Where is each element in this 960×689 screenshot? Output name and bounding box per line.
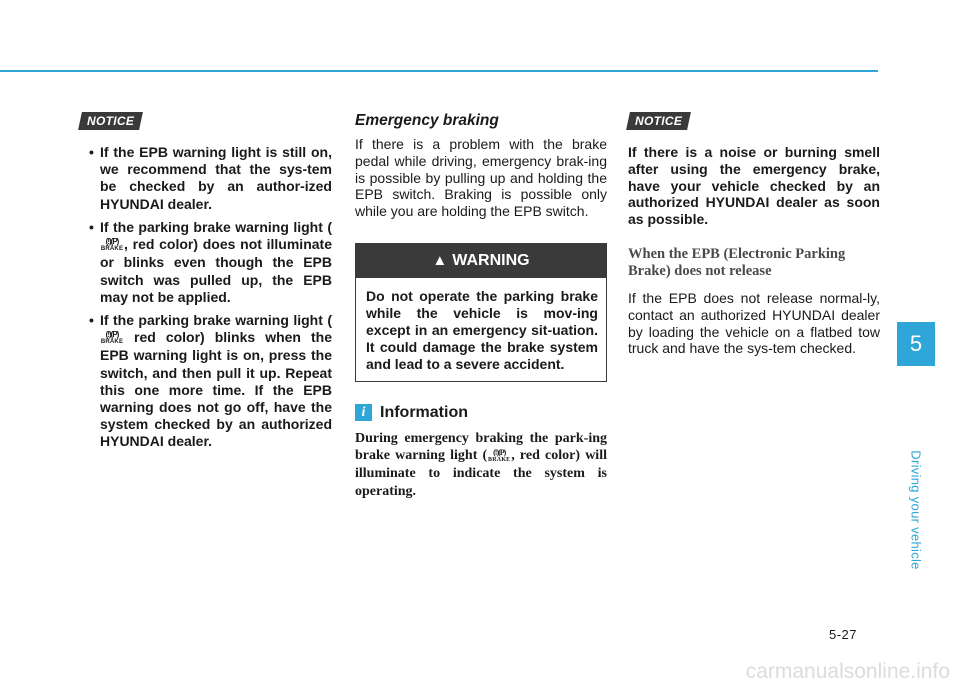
subsection-body: If the EPB does not release normal-ly, contact an authorized HYUNDAI dealer by loading the vehicle on a flatbed tow truck and have the sys-tem checked. xyxy=(628,289,880,357)
information-text: During emergency braking the park-ing brake warning light ( (!)(P) BRAKE , red color) will illuminate to indicate the system is operating. xyxy=(355,430,607,499)
section-title: Emergency braking xyxy=(355,112,499,129)
section-body: If there is a problem with the brake pedal while driving, emergency brak-ing is possible by pulling up and holding the EPB switch. Braking is possible only while you are holding the EPB switch. xyxy=(355,136,607,220)
list-item: • If the parking brake warning light ( (!)(P) BRAKE red color) blinks when the EPB warning light is on, press the switch, and then pull it up. Repeat this one more time. If the EPB warning does not go off, have the system checked by an authorized HYUNDAI dealer. xyxy=(80,312,332,451)
notice-badge: NOTICE xyxy=(78,112,143,130)
notice-list xyxy=(80,144,332,451)
parking-brake-warning-icon: (!)(P) BRAKE xyxy=(100,330,124,346)
info-icon: i xyxy=(355,404,372,421)
list-item: • If the EPB warning light is still on, we recommend that the sys-tem be checked by an author-ized HYUNDAI dealer. xyxy=(80,144,332,213)
right-column xyxy=(628,112,880,357)
warning-triangle-icon: ▲ xyxy=(432,251,448,269)
parking-brake-warning-icon: (!)(P) BRAKE xyxy=(488,448,511,464)
page-number: 5-27 xyxy=(829,627,858,642)
left-column xyxy=(80,112,332,457)
warning-header: ▲ WARNING xyxy=(356,244,606,278)
chapter-title: Driving your vehicle xyxy=(908,450,924,570)
list-item: • If the parking brake warning light ( (!)(P) BRAKE , red color) does not illuminate or blinks even though the EPB switch was pulled up, the EPB may not be applied. xyxy=(80,219,332,306)
header-rule xyxy=(0,70,878,72)
watermark: carmanualsonline.info xyxy=(745,660,950,683)
middle-column xyxy=(355,112,607,500)
warning-box xyxy=(355,243,607,382)
notice-text: If there is a noise or burning smell after using the emergency brake, have your vehicle checked by an authorized HYUNDAI dealer as soon as possible. xyxy=(628,144,880,228)
information-title: Information xyxy=(380,403,468,421)
chapter-tab: 5 xyxy=(897,322,935,366)
parking-brake-warning-icon: (!)(P) BRAKE xyxy=(100,237,124,253)
notice-badge: NOTICE xyxy=(626,112,691,130)
subsection-title: When the EPB (Electronic Parking Brake) does not release xyxy=(628,245,846,279)
information-header xyxy=(355,404,607,422)
warning-text: Do not operate the parking brake while the vehicle is mov-ing except in an emergency sit-uation. It could damage the brake system and lead to a severe accident. xyxy=(366,287,598,372)
